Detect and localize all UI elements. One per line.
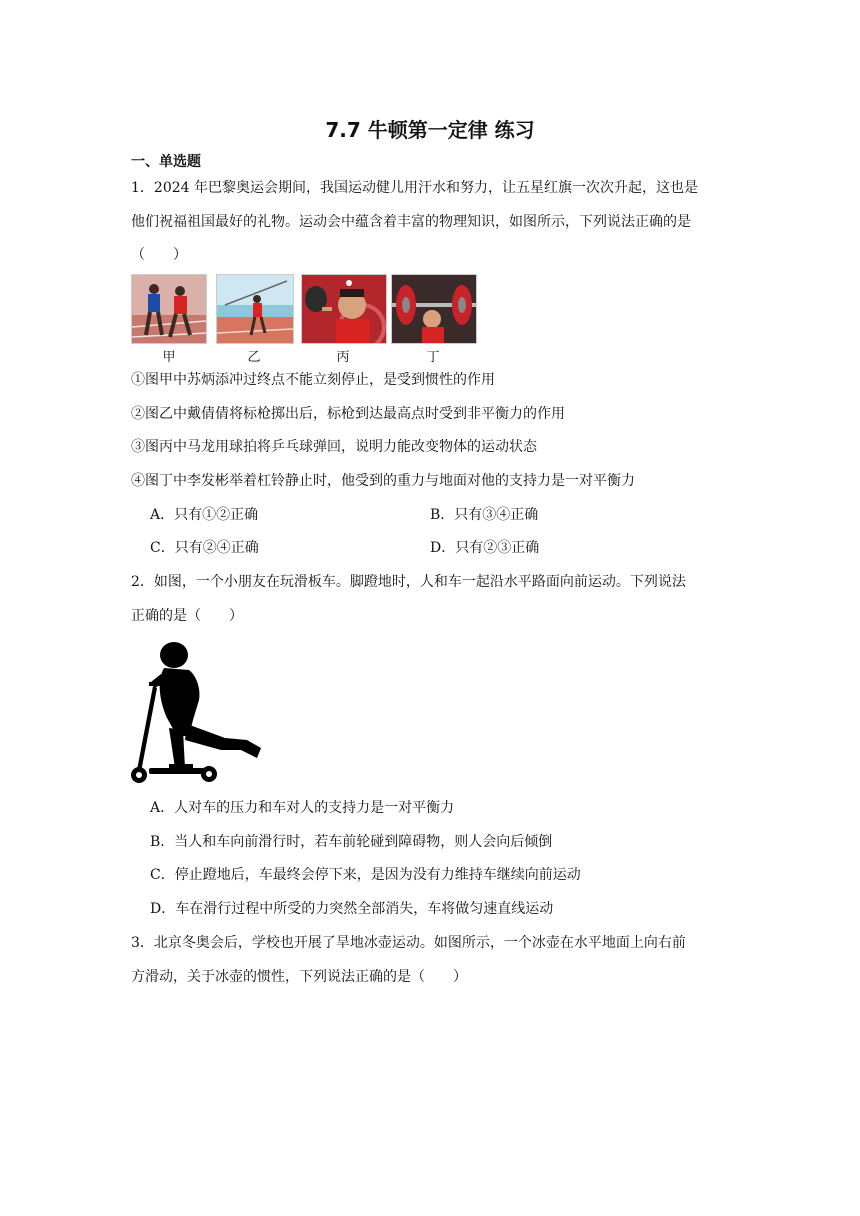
caption-bing: 丙 [336, 350, 350, 365]
table-tennis-photo [301, 274, 387, 344]
section-heading: 一、单选题 [131, 154, 201, 170]
q1-statement-2: ②图乙中戴倩倩将标枪掷出后，标枪到达最高点时受到非平衡力的作用 [131, 406, 565, 422]
javelin-photo [216, 274, 294, 344]
weightlifting-photo [391, 274, 477, 344]
q2-line-2: 正确的是（ ） [131, 608, 243, 624]
q2-line-1: 2．如图，一个小朋友在玩滑板车。脚蹬地时，人和车一起沿水平路面向前运动。下列说法 [131, 574, 686, 590]
caption-yi: 乙 [247, 350, 261, 365]
q1-option-a: A．只有①②正确 [150, 507, 259, 523]
q1-option-d: D．只有②③正确 [430, 540, 540, 556]
q3-line-1: 3．北京冬奥会后，学校也开展了旱地冰壶运动。如图所示，一个冰壶在水平地面上向右前 [131, 935, 686, 951]
q1-statement-1: ①图甲中苏炳添冲过终点不能立刻停止，是受到惯性的作用 [131, 372, 495, 388]
sprinter-photo [131, 274, 207, 344]
q2-option-b: B．当人和车向前滑行时，若车前轮碰到障碍物，则人会向后倾倒 [150, 834, 553, 850]
q1-line-1: 1．2024 年巴黎奥运会期间，我国运动健儿用汗水和努力，让五星红旗一次次升起，这也是 [131, 180, 698, 196]
scooter-rider-silhouette [129, 640, 271, 785]
q1-option-b: B．只有③④正确 [430, 507, 539, 523]
q1-line-2: 他们祝福祖国最好的礼物。运动会中蕴含着丰富的物理知识，如图所示，下列说法正确的是 [131, 214, 691, 230]
q1-statement-4: ④图丁中李发彬举着杠铃静止时，他受到的重力与地面对他的支持力是一对平衡力 [131, 473, 635, 489]
page-title: 7.7 牛顿第一定律 练习 [325, 118, 535, 142]
q1-photo-strip [131, 274, 476, 364]
q2-option-c: C．停止蹬地后，车最终会停下来，是因为没有力维持车继续向前运动 [150, 867, 581, 883]
caption-jia: 甲 [162, 350, 176, 365]
q2-option-a: A．人对车的压力和车对人的支持力是一对平衡力 [150, 800, 455, 816]
q1-option-c: C．只有②④正确 [150, 540, 259, 556]
q1-statement-3: ③图丙中马龙用球拍将乒乓球弹回，说明力能改变物体的运动状态 [131, 439, 537, 455]
q3-line-2: 方滑动，关于冰壶的惯性，下列说法正确的是（ ） [131, 969, 467, 985]
q1-line-3: （ ） [131, 247, 187, 263]
q2-option-d: D．车在滑行过程中所受的力突然全部消失，车将做匀速直线运动 [150, 901, 554, 917]
caption-ding: 丁 [426, 350, 440, 365]
